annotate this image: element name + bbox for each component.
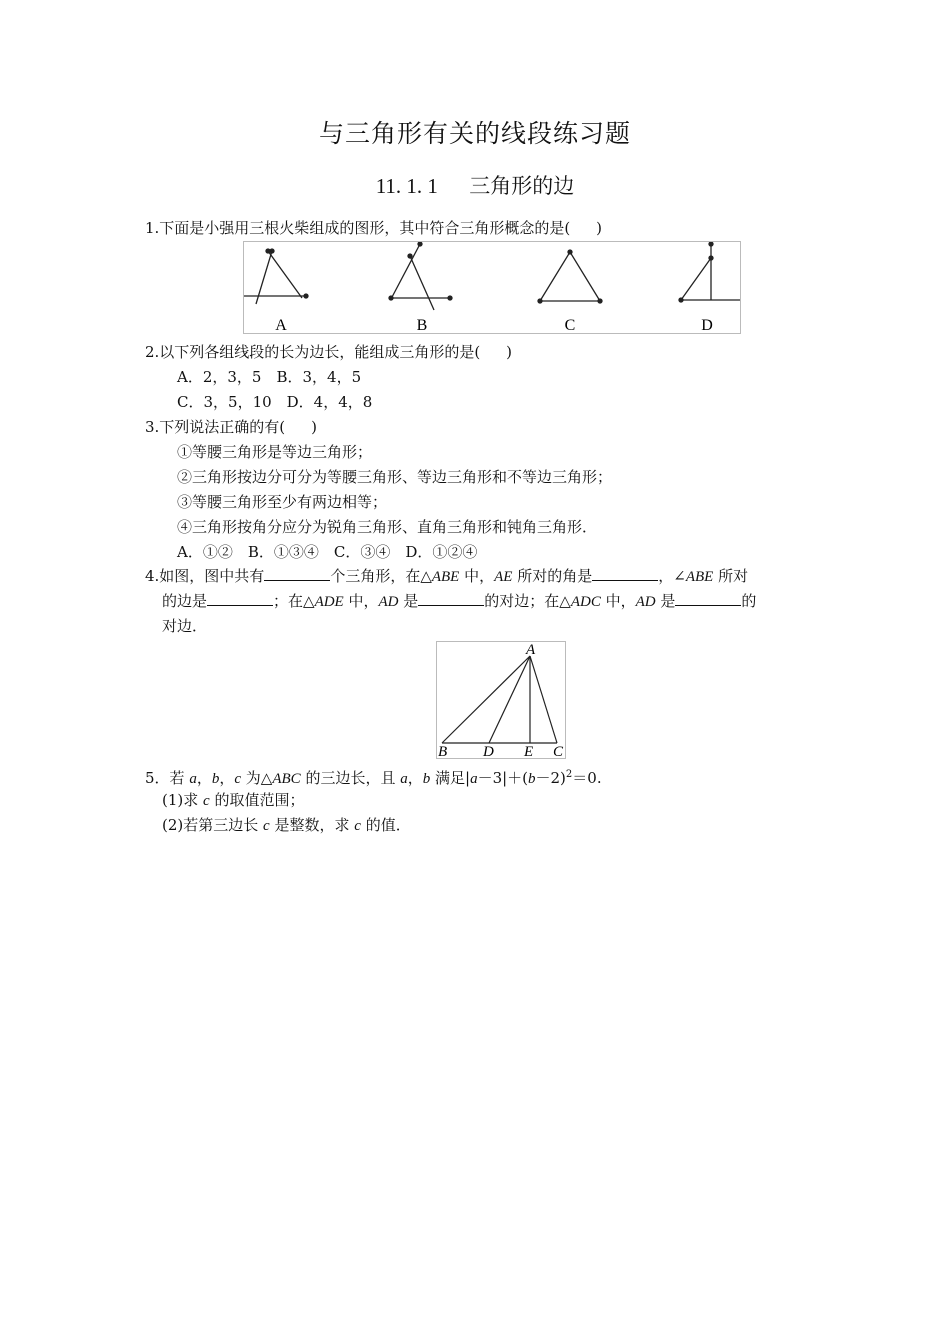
figure-label-c: C [564,317,576,333]
question-1-figure [243,241,741,334]
figure-label-d: D [701,317,713,333]
blank[interactable] [592,566,658,581]
question-5-part-2: (2)若第三边长 c 是整数，求 c 的值． [162,816,411,834]
figure-d-matchsticks [679,242,740,302]
figure-c-matchsticks [538,250,602,303]
question-3-statement-3: ③等腰三角形至少有两边相等； [177,493,388,511]
point-label-d: D [483,744,494,758]
figure-b-matchsticks [389,242,452,310]
figure-label-a: A [275,317,287,333]
blank[interactable] [264,566,330,581]
question-5-stem: 5．若 a，b，c 为△ABC 的三边长，且 a，b 满足$|a-3|+(b-2)^2=0$. [145,769,602,787]
question-4-line-2: 的边是 ；在△ADE 中，AD 是 的对边；在△ADC 中，AD 是 的 [162,592,757,610]
question-2-options-2: C．3，5，10 D．4，4，8 [177,393,373,411]
point-label-b: B [438,744,448,758]
question-4-figure [436,641,566,759]
section-subtitle [0,170,950,200]
section-name: 三角形的边 [469,174,575,198]
matchstick-figures [244,242,740,333]
question-2-options-1: A．2，3，5 B．3，4，5 [177,368,362,386]
question-3-statement-2: ②三角形按边分可分为等腰三角形、等边三角形和不等边三角形； [177,468,613,486]
question-4-line-1: 4.如图，图中共有 个三角形，在△ABE 中，AE 所对的角是 ，∠ABE 所对 [145,567,749,585]
triangle-abc-diagram [437,642,565,758]
section-number: 11. 1. 1 [375,174,438,198]
page-title: 与三角形有关的线段练习题 [318,119,631,148]
segment-ad [489,656,530,743]
question-5-part-1: (1)求 c 的取值范围； [162,791,305,809]
segment-ac [530,656,557,743]
question-3-options: A．①② B．①③④ C．③④ D．①②④ [177,543,478,561]
blank[interactable] [675,591,741,606]
question-3-stem: 3.下列说法正确的有( ) [145,418,318,436]
question-4-line-3: 对边． [162,617,208,635]
figure-a-matchsticks [244,249,308,304]
question-2-stem: 2.以下列各组线段的长为边长，能组成三角形的是( ) [145,343,513,361]
question-3-statement-1: ①等腰三角形是等边三角形； [177,443,373,461]
point-label-a: A [526,642,536,658]
question-1-stem: 1.下面是小强用三根火柴组成的图形，其中符合三角形概念的是( ) [145,219,603,237]
figure-label-b: B [416,317,428,333]
segment-ab [442,656,530,743]
point-label-c: C [553,744,564,758]
point-label-e: E [524,744,534,758]
blank[interactable] [418,591,484,606]
question-3-statement-4: ④三角形按角分应分为锐角三角形、直角三角形和钝角三角形． [177,518,598,536]
blank[interactable] [207,591,273,606]
